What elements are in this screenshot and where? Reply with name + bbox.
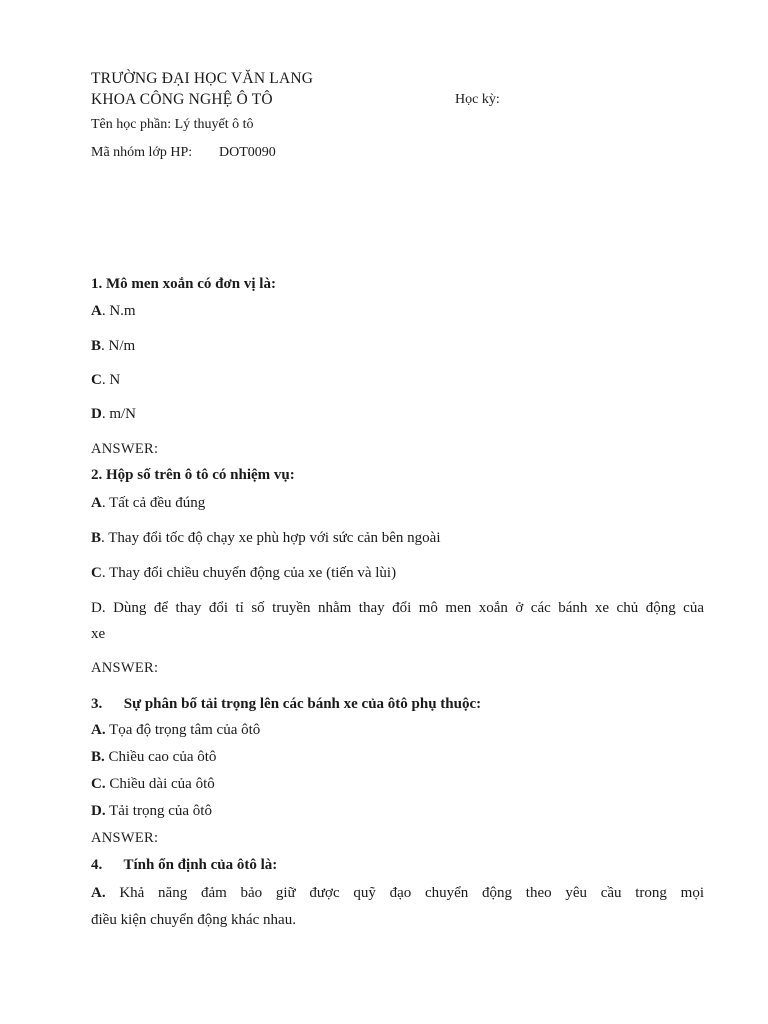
option-label: B xyxy=(91,530,102,546)
question-1 xyxy=(91,275,276,293)
q2-option-d-line2: xe xyxy=(91,626,106,642)
q2-answer-label: ANSWER: xyxy=(91,660,159,676)
option-text: . Tất cả đều đúng xyxy=(101,495,206,511)
option-label: A. xyxy=(91,885,106,901)
q3-answer-label: ANSWER: xyxy=(91,830,159,846)
q4-option-a-line2: điều kiện chuyển động khác nhau. xyxy=(91,912,296,928)
option-text: . N.m xyxy=(101,303,136,319)
option-text: Tải trọng của ôtô xyxy=(105,803,212,819)
option-label: C. xyxy=(91,776,106,792)
question-2-text: Hộp số trên ô tô có nhiệm vụ: xyxy=(106,467,295,483)
q3-option-c xyxy=(91,775,215,793)
q1-option-c xyxy=(91,371,120,389)
question-1-number: 1. xyxy=(91,276,103,292)
option-text: Khả năng đảm bảo giữ được quỹ đạo chuyển động theo yêu cầu trong mọi xyxy=(119,885,704,901)
question-2-number: 2. xyxy=(91,467,103,483)
option-label: C xyxy=(91,565,102,581)
option-text: Tọa độ trọng tâm của ôtô xyxy=(105,722,261,738)
q2-option-c xyxy=(91,564,396,582)
q3-option-b xyxy=(91,748,216,766)
option-label: D. xyxy=(91,803,106,819)
option-text: . N xyxy=(101,372,121,388)
q1-answer-label: ANSWER: xyxy=(91,441,159,457)
group-code-value: DOT0090 xyxy=(219,145,276,160)
option-label: B xyxy=(91,338,102,354)
faculty-name: KHOA CÔNG NGHỆ Ô TÔ xyxy=(91,91,273,108)
question-3 xyxy=(91,695,481,713)
q1-option-d xyxy=(91,405,136,423)
q2-option-b xyxy=(91,529,441,547)
option-label: B. xyxy=(91,749,105,765)
option-text: . Dùng để thay đổi tỉ số truyền nhằm thay đổi mô men xoắn ở các bánh xe chủ động của xyxy=(101,600,704,616)
school-name: TRƯỜNG ĐẠI HỌC VĂN LANG xyxy=(91,70,314,87)
group-code-label: Mã nhóm lớp HP: xyxy=(91,145,193,160)
q3-option-d xyxy=(91,802,212,820)
option-label: D xyxy=(91,406,102,422)
question-2 xyxy=(91,466,295,484)
option-label: C xyxy=(91,372,102,388)
question-1-text: Mô men xoắn có đơn vị là: xyxy=(106,276,276,292)
course-name: Tên học phần: Lý thuyết ô tô xyxy=(91,117,254,132)
q2-option-a xyxy=(91,494,205,512)
q1-option-b xyxy=(91,337,135,355)
option-label: A. xyxy=(91,722,106,738)
option-text: . N/m xyxy=(101,338,136,354)
question-4-text: Tính ổn định của ôtô là: xyxy=(123,857,278,873)
question-3-text: Sự phân bố tải trọng lên các bánh xe của ôtô phụ thuộc: xyxy=(123,696,482,712)
question-4-number: 4. xyxy=(91,857,103,873)
question-4 xyxy=(91,856,277,874)
option-label: A xyxy=(91,495,102,511)
option-label: A xyxy=(91,303,102,319)
option-text: Chiều cao của ôtô xyxy=(104,749,217,765)
q3-option-a xyxy=(91,721,260,739)
q2-option-d-line1 xyxy=(91,599,704,617)
semester-label: Học kỳ: xyxy=(455,92,500,107)
option-text: . Thay đổi tốc độ chạy xe phù hợp với sức cản bên ngoài xyxy=(101,530,441,546)
option-text: . Thay đổi chiều chuyển động của xe (tiến và lùi) xyxy=(101,565,397,581)
q1-option-a xyxy=(91,302,136,320)
option-label: D xyxy=(91,600,102,616)
question-3-number: 3. xyxy=(91,696,103,712)
option-text: . m/N xyxy=(101,406,137,422)
q4-option-a-line1 xyxy=(91,884,704,902)
option-text: Chiều dài của ôtô xyxy=(105,776,215,792)
